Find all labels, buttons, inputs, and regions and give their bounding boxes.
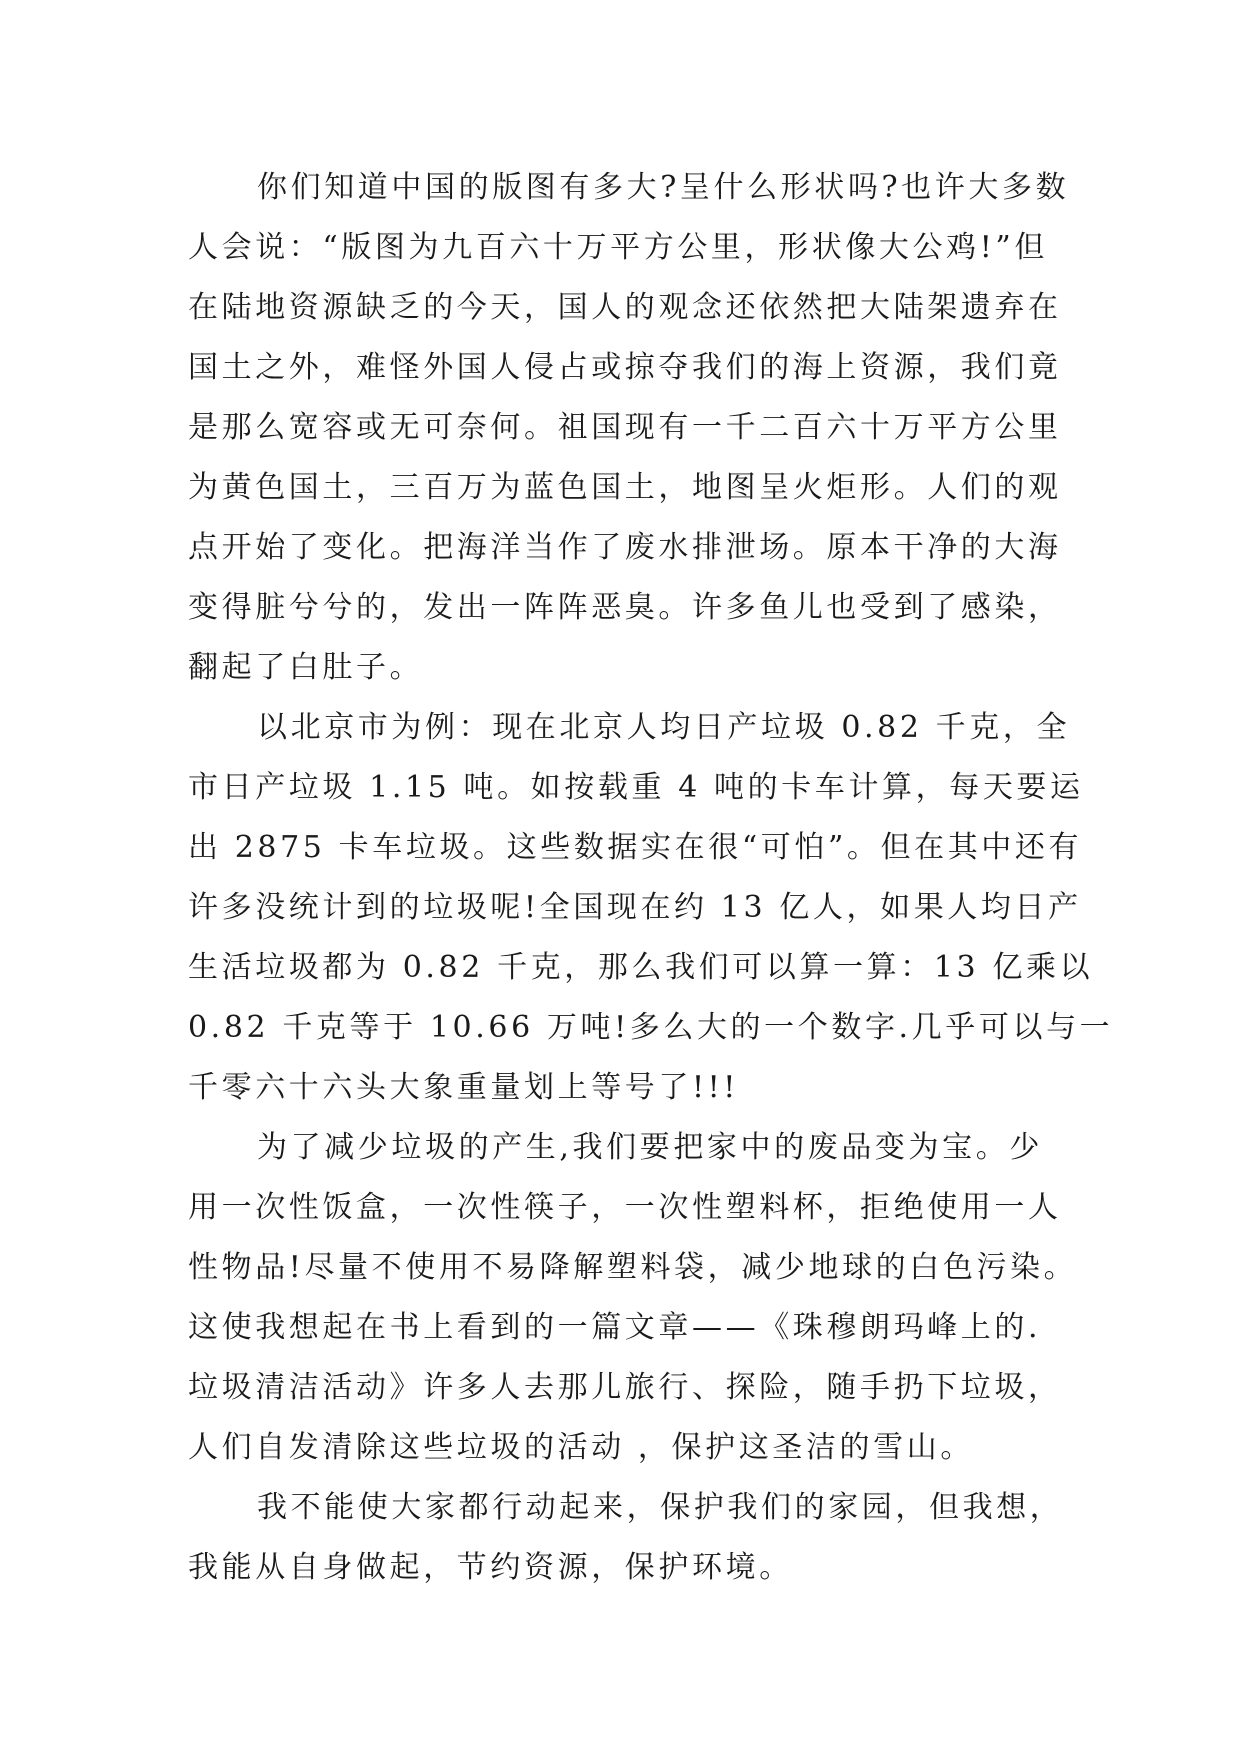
text-line: 为了减少垃圾的产生,我们要把家中的废品变为宝。少 bbox=[257, 1130, 1043, 1165]
text-line: 垃圾清洁活动》许多人去那儿旅行、探险，随手扔下垃圾， bbox=[188, 1370, 1062, 1405]
paragraph-3 bbox=[188, 1118, 1078, 1478]
text-line: 点开始了变化。把海洋当作了废水排泄场。原本干净的大海 bbox=[188, 530, 1062, 565]
text-line: 为黄色国土，三百万为蓝色国土，地图呈火炬形。人们的观 bbox=[188, 470, 1062, 505]
text-line: 出 2875 卡车垃圾。这些数据实在很“可怕”。但在其中还有 bbox=[188, 830, 1083, 865]
text-line: 国土之外，难怪外国人侵占或掠夺我们的海上资源，我们竟 bbox=[188, 350, 1062, 385]
text-line: 我不能使大家都行动起来，保护我们的家园，但我想， bbox=[257, 1490, 1064, 1525]
paragraph-2 bbox=[188, 698, 1114, 1118]
paragraph-4 bbox=[188, 1478, 1064, 1598]
text-line: 千零六十六头大象重量划上等号了!!! bbox=[188, 1070, 739, 1105]
text-line: 我能从自身做起，节约资源，保护环境。 bbox=[188, 1550, 793, 1585]
text-line: 许多没统计到的垃圾呢!全国现在约 13 亿人，如果人均日产 bbox=[188, 890, 1082, 925]
text-line: 生活垃圾都为 0.82 千克，那么我们可以算一算：13 亿乘以 bbox=[188, 950, 1094, 985]
text-line: 是那么宽容或无可奈何。祖国现有一千二百六十万平方公里 bbox=[188, 410, 1062, 445]
paragraph-1 bbox=[188, 158, 1070, 698]
text-line: 市日产垃圾 1.15 吨。如按载重 4 吨的卡车计算，每天要运 bbox=[188, 770, 1084, 805]
text-line: 用一次性饭盒，一次性筷子，一次性塑料杯，拒绝使用一人 bbox=[188, 1190, 1062, 1225]
text-line: 在陆地资源缺乏的今天，国人的观念还依然把大陆架遗弃在 bbox=[188, 290, 1062, 325]
text-line: 变得脏兮兮的，发出一阵阵恶臭。许多鱼儿也受到了感染， bbox=[188, 590, 1062, 625]
text-line: 以北京市为例：现在北京人均日产垃圾 0.82 千克，全 bbox=[257, 710, 1071, 745]
text-line: 0.82 千克等于 10.66 万吨!多么大的一个数字.几乎可以与一 bbox=[188, 1010, 1114, 1045]
document-body bbox=[188, 158, 1114, 1598]
text-line: 人会说：“版图为九百六十万平方公里，形状像大公鸡!”但 bbox=[188, 230, 1048, 265]
text-line: 人们自发清除这些垃圾的活动 ，保护这圣洁的雪山。 bbox=[188, 1430, 974, 1465]
text-line: 这使我想起在书上看到的一篇文章——《珠穆朗玛峰上的. bbox=[188, 1310, 1042, 1345]
text-line: 翻起了白肚子。 bbox=[188, 650, 424, 685]
text-line: 你们知道中国的版图有多大?呈什么形状吗?也许大多数 bbox=[257, 170, 1070, 205]
text-line: 性物品!尽量不使用不易降解塑料袋，减少地球的白色污染。 bbox=[188, 1250, 1078, 1285]
